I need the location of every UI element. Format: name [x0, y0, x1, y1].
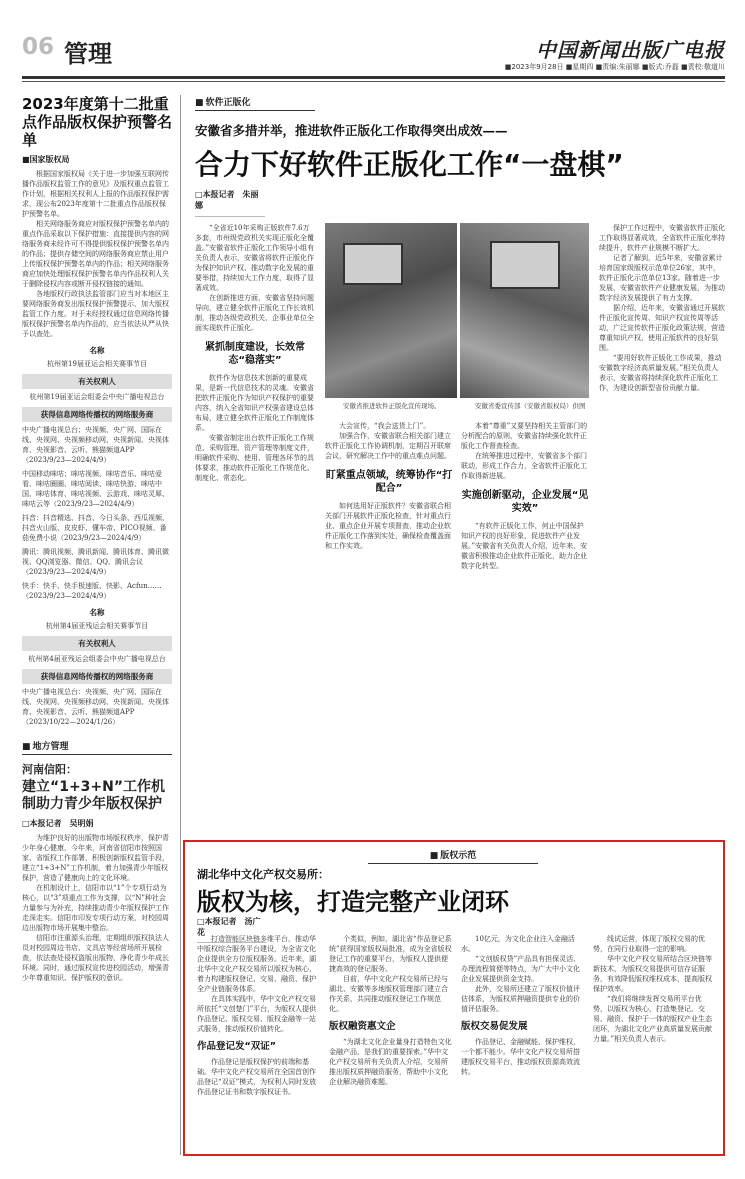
software-kicker: 安徽省多措并举，推进软件正版化工作取得突出成效—— [195, 123, 508, 138]
news-photo [325, 223, 457, 398]
article-paragraph: 本着“尊重”又要坚持相关主管部门的分析配合的原则，安徽省持续强化软件正版化工作督查检查。 [461, 422, 588, 450]
article-paragraph: 保护工作过程中，安徽省软件正版化工作取得显著成效，全省软件正版化率持续提升，软件产业规模不断扩大。 [599, 224, 725, 252]
article-paragraph: “文创版权贷”产品具有担保灵活、办理流程简便等特点，为广大中小文化企业发展提供资金支持。 [461, 955, 581, 983]
copyright-section-tag: ■ 版权示范 [368, 848, 538, 864]
list-platform: 抖音：抖音精选、抖音、今日头条、西瓜视频、抖音火山版、皮皮虾、懂车帝、PICO视频、番茄免费小说（2023/9/23—2024/4/9） [22, 514, 169, 542]
left-paragraph: 根据国家版权局《关于进一步加强互联网传播作品版权监管工作的意见》及版权重点监管工作计划，根据相关权利人上报的作品版权保护需求，现公布2023年度第十二批重点作品版权保护预警名单。 [22, 170, 169, 218]
article-paragraph: 记者了解到，近5年来，安徽省累计培育国家级版权示范单位26家，其中，软件正版化示范单位13家。随着进一步发展，安徽省软件产业健康发展，为推动数字经济发展提供了有力支撑。 [599, 254, 725, 302]
photo-caption: 安徽省推进软件正版化宣传现场。 [343, 402, 441, 410]
screen-shape [490, 241, 560, 289]
list-name: 杭州第19届亚运会相关赛事节目 [47, 360, 147, 368]
left-source: ■国家版权局 [22, 155, 70, 164]
photo-group [325, 223, 589, 418]
list-platform: 快手：快手、快手极速版、快影、Acfun……（2023/9/23—2024/4/9） [22, 582, 162, 600]
left-paragraph: 各地版权行政执法监管部门应当对本地区主要网络服务商发出版权保护预警提示，加大版权监管工作力度。对于未经授权通过信息网络传播版权保护预警名单内作品的，应当依法从严从快予以查处。 [22, 290, 169, 338]
software-col-3 [461, 421, 589, 803]
list-owner-head: 有关权利人 [22, 636, 172, 651]
software-mid-cols [325, 421, 589, 803]
copyright-article-frame [183, 840, 725, 1156]
subheading: 版权交易促发展 [461, 1021, 528, 1032]
article-paragraph: 10亿元，为文化企业注入金融活水。 [461, 935, 575, 953]
list-platform: 中央广播电视总台：央视频、央广网、国际在线、央视网、央视频移动网、央视新闻、央视体育、央视影音、云听、熊猫频道APP（2023/10/22—2024/1/26） [22, 688, 169, 726]
article-paragraph: 在具体实践中，华中文化产权交易所依托“文创楚门”平台，为版权人提供作品登记、版权交易、版权金融等一站式服务，推动版权价值转化。 [197, 995, 317, 1033]
page-number: 06 [22, 34, 55, 60]
list-platform: 腾讯：腾讯视频、腾讯新闻、腾讯体育、腾讯微视、QQ浏览器、微信、QQ、腾讯会议（2023/9/23—2024/4/9） [22, 548, 169, 576]
local-section-tag: ■ 地方管理 [22, 739, 172, 755]
subheading: 版权融资惠文企 [329, 1021, 396, 1032]
copyright-kicker: 湖北华中文化产权交易所： [197, 868, 329, 881]
screen-shape [343, 243, 403, 285]
software-col-2 [325, 421, 453, 803]
copyright-col-4 [593, 934, 715, 1154]
list-platform-head: 获得信息网络传播权的网络服务商 [22, 407, 172, 422]
left-column [22, 95, 172, 1155]
subheading: 盯紧重点领域，统筹协作“打配合” [325, 470, 453, 494]
copyright-col-2 [329, 934, 453, 1154]
article-paragraph: “我们将继续发挥交易所平台优势，以版权为核心，打造集登记、交易、融资、保护于一体的版权产业生态闭环，为湖北文化产业高质量发展贡献力量。”相关负责人表示。 [593, 995, 712, 1043]
subheading: 作品登记发“双证” [197, 1041, 276, 1052]
copyright-col-1 [197, 934, 321, 1154]
software-col-1 [195, 223, 315, 803]
masthead-rule-thin [22, 81, 725, 82]
list-name-head: 名称 [89, 346, 105, 355]
article-paragraph: 目前，华中文化产权交易所已经与湖北、安徽等多地版权管理部门建立合作关系，共同推动版权登记工作规范化。 [329, 975, 448, 1013]
section-title: 管理 [64, 40, 112, 68]
local-paragraph: 信阳市注重源头治理，定期组织版权执法人员对校园周边书店、文具店等经营场所开展检查，依法查处侵权盗版出版物，净化青少年成长环境。同时，通过版权宣传进校园活动，增强青少年尊重知识、保护版权的意识。 [22, 934, 169, 982]
list-owner-head: 有关权利人 [22, 374, 172, 389]
left-paragraph: 相关网络服务商应对版权保护预警名单内的重点作品采取以下保护措施：直接提供内容的网络服务商未经许可不得提供版权保护预警名单内的作品；提供存储空间的网络服务商应禁止用户上传版权保护预警名单内的作品；相关网络服务商应加快处理版权保护预警名单内作品权利人关于删除侵权内容或断开侵权链接的通知。 [22, 220, 169, 288]
article-paragraph: “全省近10年采购正版软件7.6万多套，市州级党政机关实现正版化全覆盖。”安徽省软件正版化工作领导小组有关负责人表示，安徽省将软件正版化作为保护知识产权、推动数字化发展的重要举措，持续加大工作力度，取得了显著成效。 [195, 224, 315, 292]
copyright-byline: □本报记者 汤广花 [197, 916, 267, 943]
article-paragraph: 加强合作，安徽省联合相关部门建立软件正版化工作协调机制，定期召开联席会议，研究解决工作中的重点难点问题。 [325, 432, 451, 460]
newspaper-logo: 中国新闻出版广电报 [536, 38, 725, 62]
local-paragraph: 为维护良好的出版物市场版权秩序，保护青少年身心健康，今年来，河南省信阳市按照国家、省版权工作部署，积极创新版权监管手段，建立“1+3+N”工作机制，着力加强青少年版权保护，营造了健康向上的文化环境。 [22, 834, 169, 882]
article-paragraph: 据介绍，近年来，安徽省通过开展软件正版化宣传周、知识产权宣传周等活动，广泛宣传软件正版化政策法规，营造尊重知识产权、使用正版软件的良好氛围。 [599, 304, 725, 352]
software-col-4 [599, 223, 725, 803]
software-section-tag: ■ 软件正版化 [195, 95, 315, 111]
article-paragraph: 作品登记是版权保护的前端和基础。华中文化产权交易所在全国首创作品登记“双证”模式，为权利人同时发放作品登记证书和数字版权证书。 [197, 1058, 317, 1096]
column-divider [180, 95, 181, 1155]
article-paragraph: 线试运营，体现了版权交易的优势，在同行业取得一定的影响。 [593, 935, 705, 953]
local-paragraph: 在机制设计上，信阳市以“1”个专项行动为核心，以“3”项重点工作为支撑，以“N”种社会力量参与为补充，持续推动青少年版权保护工作走深走实。信阳市印发专项行动方案，对校园周边出版物市场开展集中整治。 [22, 884, 169, 932]
list-platform-head: 获得信息网络传播权的网络服务商 [22, 669, 172, 684]
list-owner: 杭州第4届亚残运会组委会中央广播电视总台 [28, 655, 166, 663]
article-paragraph: 安徽省制定出台软件正版化工作规范、采购管理、资产管理等制度文件，明确软件采购、使用、管理各环节的具体要求，推动软件正版化工作规范化、制度化、常态化。 [195, 434, 314, 482]
article-paragraph: “为湖北文化企业量身打造特色文化金融产品，是我们的重要探索。”华中文化产权交易所有关负责人介绍，交易所推出版权质押融资服务，帮助中小文化企业解决融资难题。 [329, 1038, 452, 1086]
article-paragraph: 在创新推进方面，安徽省坚持问题导向，建立健全软件正版化工作长效机制，推动各级党政机关、企事业单位全面实现软件正版化。 [195, 294, 314, 332]
article-paragraph: 打造智能区块链多维平台，推动华中版权综合服务平台建设，为全省文化企业提供全方位版权服务。近年来，湖北华中文化产权交易所以版权为核心，着力构建版权登记、交易、融资、保护全产业链服务体系。 [197, 935, 316, 993]
photo-credit: 安徽省委宣传部（安徽省版权局）供图 [475, 402, 586, 410]
copyright-col-3 [461, 934, 585, 1154]
issue-meta: ■2023年9月28日 ■星期四 ■责编:朱丽娜 ■版式:乔磊 ■责校:敬道川 [504, 63, 725, 71]
left-headline: 2023年度第十二批重点作品版权保护预警名单 [22, 95, 172, 149]
article-paragraph: 作品登记、金融赋能、保护维权，一个都不能少。华中文化产权交易所搭建版权交易平台，推动版权资源高效流转。 [461, 1038, 580, 1076]
article-paragraph: 软件作为信息技术创新的重要成果，是新一代信息技术的灵魂。安徽省把软件正版化作为知识产权保护的重要内容，纳入全省知识产权强省建设总体布局，建立健全软件正版化工作制度体系。 [195, 374, 314, 432]
list-platform: 中国移动咪咕；咪咕视频、咪咕音乐、咪咕爱看、咪咕圈圈、咪咕阅读、咪咕快游、咪咕中国、咪咕体育、咪咕视频、云游戏、咪咕灵犀、咪咕云等（2023/9/23—2024/4/9） [22, 470, 169, 508]
software-byline: □本报记者 朱丽娜 [195, 189, 265, 217]
article-paragraph: 在统筹推进过程中，安徽省多个部门联动，形成工作合力，全省软件正版化工作取得新进展。 [461, 452, 587, 480]
software-headline: 合力下好软件正版化工作“一盘棋” [195, 148, 624, 181]
list-name-head: 名称 [89, 608, 105, 617]
article-paragraph: “要用好软件正版化工作成果，推动安徽数字经济高质量发展。”相关负责人表示，安徽省将持续深化软件正版化工作，为建设创新型省份贡献力量。 [599, 354, 722, 392]
list-platform: 中央广播电视总台；央视频、央广网、国际在线、央视网、央视频移动网、央视新闻、央视体育、央视影音、云听、熊猫频道APP（2023/9/23—2024/4/9） [22, 426, 169, 464]
software-article [195, 95, 725, 840]
article-paragraph: 大会宣传，“我会送货上门”。 [339, 422, 431, 430]
software-body [195, 223, 725, 803]
news-photo [460, 223, 589, 398]
local-byline: □本报记者 吴明娟 [22, 819, 94, 828]
article-paragraph: 如何选用好正版软件？安徽省联合相关部门开展软件正版化检查，针对重点行业、重点企业开展专项督查，推动企业软件正版化工作落到实处，确保检查覆盖面和工作实效。 [325, 502, 451, 550]
subheading: 实施创新驱动，企业发展“见实效” [461, 490, 589, 514]
masthead [22, 34, 725, 74]
local-headline: 建立“1+3+N”工作机制助力青少年版权保护 [22, 779, 166, 812]
copyright-headline: 版权为核，打造完整产业闭环 [197, 888, 509, 916]
list-name: 杭州第4届亚残运会相关赛事节目 [45, 622, 149, 630]
article-paragraph: 个类似，例如，湖北省“作品登记系统”获得国家版权局批准，成为全省版权登记工作的重要平台，为版权人提供便捷高效的登记服务。 [329, 935, 452, 973]
subheading: 紧抓制度建设，长效常态“稳落实” [205, 342, 305, 366]
article-paragraph: 华中文化产权交易所结合区块链等新技术，为版权交易提供可信存证服务，有效降低版权维权成本，提高版权保护效率。 [593, 955, 712, 993]
list-owner: 杭州第19届亚运会组委会中央广播电视总台 [29, 393, 165, 401]
article-paragraph: 此外，交易所还建立了版权价值评估体系，为版权质押融资提供专业的价值评估服务。 [461, 985, 580, 1013]
local-kicker: 河南信阳： [22, 763, 77, 776]
article-paragraph: “有软件正版化工作，何止中国保护知识产权的良好形象，促进软件产业发展。”安徽省有关负责人介绍，近年来，安徽省积极推动企业软件正版化，助力企业数字化转型。 [461, 522, 588, 570]
masthead-rule [22, 76, 725, 79]
